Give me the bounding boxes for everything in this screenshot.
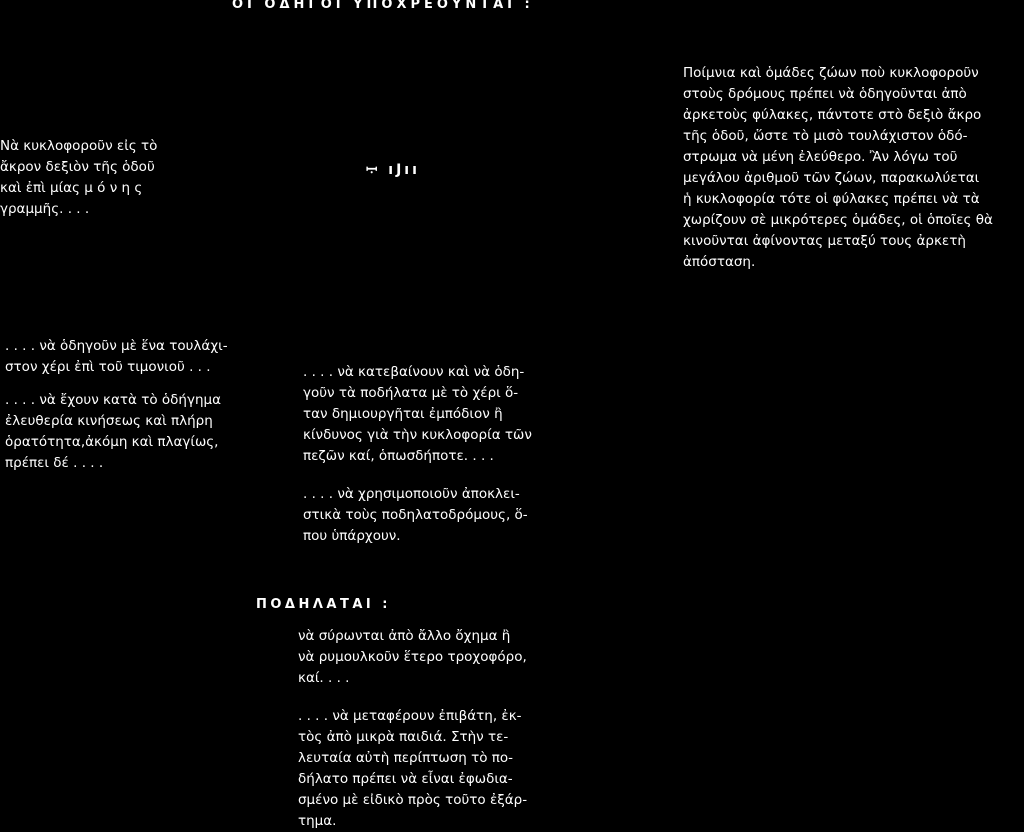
text-line: πρέπει δέ . . . . bbox=[5, 455, 104, 471]
text-line: μεγάλου ἀριθμοῦ τῶν ζώων, παρακωλύεται bbox=[683, 170, 980, 186]
text-line: τῆς ὁδοῦ, ὥστε τὸ μισὸ τουλάχιστον ὁδό- bbox=[683, 128, 968, 144]
text-line: ἐλευθερία κινήσεως καὶ πλήρη bbox=[5, 413, 213, 429]
left-column-text bbox=[5, 336, 265, 474]
text-line: . . . . νὰ ὁδηγοῦν μὲ ἕνα τουλάχι- bbox=[5, 338, 228, 354]
text-line: Ποίμνια καὶ ὁμάδες ζώων ποὺ κυκλοφοροῦν bbox=[683, 65, 979, 81]
text-line: τὸς ἀπὸ μικρὰ παιδιά. Στὴν τε- bbox=[298, 729, 509, 745]
text-line: ταν δημιουργῆται ἐμπόδιον ἢ bbox=[303, 406, 503, 422]
text-line: ἡ κυκλοφορία τότε οἱ φύλακες πρέπει νὰ τὰ bbox=[683, 191, 980, 207]
text-line: . . . . νὰ μεταφέρουν ἐπιβάτη, ἐκ- bbox=[298, 708, 522, 724]
paragraph bbox=[303, 484, 573, 547]
text-line: . . . . νὰ ἔχουν κατὰ τὸ ὁδήγημα bbox=[5, 392, 222, 408]
text-line: . . . . νὰ χρησιμοποιοῦν ἀποκλει- bbox=[303, 486, 520, 502]
paragraph bbox=[5, 336, 265, 378]
text-line: που ὑπάρχουν. bbox=[303, 528, 401, 544]
text-line: σμένο μὲ εἰδικὸ πρὸς τοῦτο ἐξάρ- bbox=[298, 792, 528, 808]
text-line: στικὰ τοὺς ποδηλατοδρόμους, ὅ- bbox=[303, 507, 528, 523]
text-line: καὶ ἐπὶ μίας μ ό ν η ς bbox=[0, 180, 143, 196]
text-line: κινοῦνται ἀφίνοντας μεταξύ τους ἀρκετὴ bbox=[683, 233, 966, 249]
paragraph bbox=[298, 706, 588, 832]
text-line: Νὰ κυκλοφοροῦν εἰς τὸ bbox=[0, 138, 158, 154]
text-line: τημα. bbox=[298, 813, 337, 829]
paragraph bbox=[5, 390, 265, 474]
page-title: ΟΙ ΟΔΗΓΟΙ ΥΠΟΧΡΕΟΥΝΤΑΙ : bbox=[232, 0, 534, 12]
center-glyph-mark: ꟷ̣ ıJıı bbox=[366, 162, 420, 178]
right-rule-text bbox=[683, 63, 1023, 273]
cyclists-heading: ΠΟΔΗΛΑΤΑΙ : bbox=[256, 597, 391, 612]
cyclists-text bbox=[298, 626, 588, 832]
text-line: στον χέρι ἐπὶ τοῦ τιμονιοῦ . . . bbox=[5, 359, 211, 375]
left-rule-text bbox=[0, 136, 200, 220]
text-line: ἀπόσταση. bbox=[683, 254, 756, 270]
middle-column-text bbox=[303, 362, 573, 547]
text-line: νὰ ρυμουλκοῦν ἕτερο τροχοφόρο, bbox=[298, 649, 527, 665]
paragraph bbox=[298, 626, 588, 689]
text-line: ἀρκετοὺς φύλακες, πάντοτε στὸ δεξιὸ ἄκρο bbox=[683, 107, 982, 123]
text-line: στοὺς δρόμους πρέπει νὰ ὁδηγοῦνται ἀπὸ bbox=[683, 86, 967, 102]
text-line: χωρίζουν σὲ μικρότερες ὁμάδες, οἱ ὁποῖες θὰ bbox=[683, 212, 993, 228]
text-line: . . . . νὰ κατεβαίνουν καὶ νὰ ὁδη- bbox=[303, 364, 525, 380]
text-line: ἄκρον δεξιὸν τῆς ὁδοῦ bbox=[0, 159, 155, 175]
text-line: καί. . . . bbox=[298, 670, 350, 686]
paragraph bbox=[303, 362, 573, 467]
text-line: πεζῶν καί, ὁπωσδήποτε. . . . bbox=[303, 448, 494, 464]
text-line: ὁρατότητα,ἀκόμη καὶ πλαγίως, bbox=[5, 434, 219, 450]
text-line: στρωμα νὰ μένη ἐλεύθερο. Ἂν λόγω τοῦ bbox=[683, 149, 958, 165]
text-line: λευταία αὐτὴ περίπτωση τὸ πο- bbox=[298, 750, 514, 766]
text-line: γοῦν τὰ ποδήλατα μὲ τὸ χέρι ὅ- bbox=[303, 385, 519, 401]
text-line: γραμμῆς. . . . bbox=[0, 201, 90, 217]
text-line: κίνδυνος γιὰ τὴν κυκλοφορία τῶν bbox=[303, 427, 532, 443]
text-line: δήλατο πρέπει νὰ εἶναι ἐφωδια- bbox=[298, 771, 513, 787]
text-line: νὰ σύρωνται ἀπὸ ἄλλο ὄχημα ἢ bbox=[298, 628, 511, 644]
